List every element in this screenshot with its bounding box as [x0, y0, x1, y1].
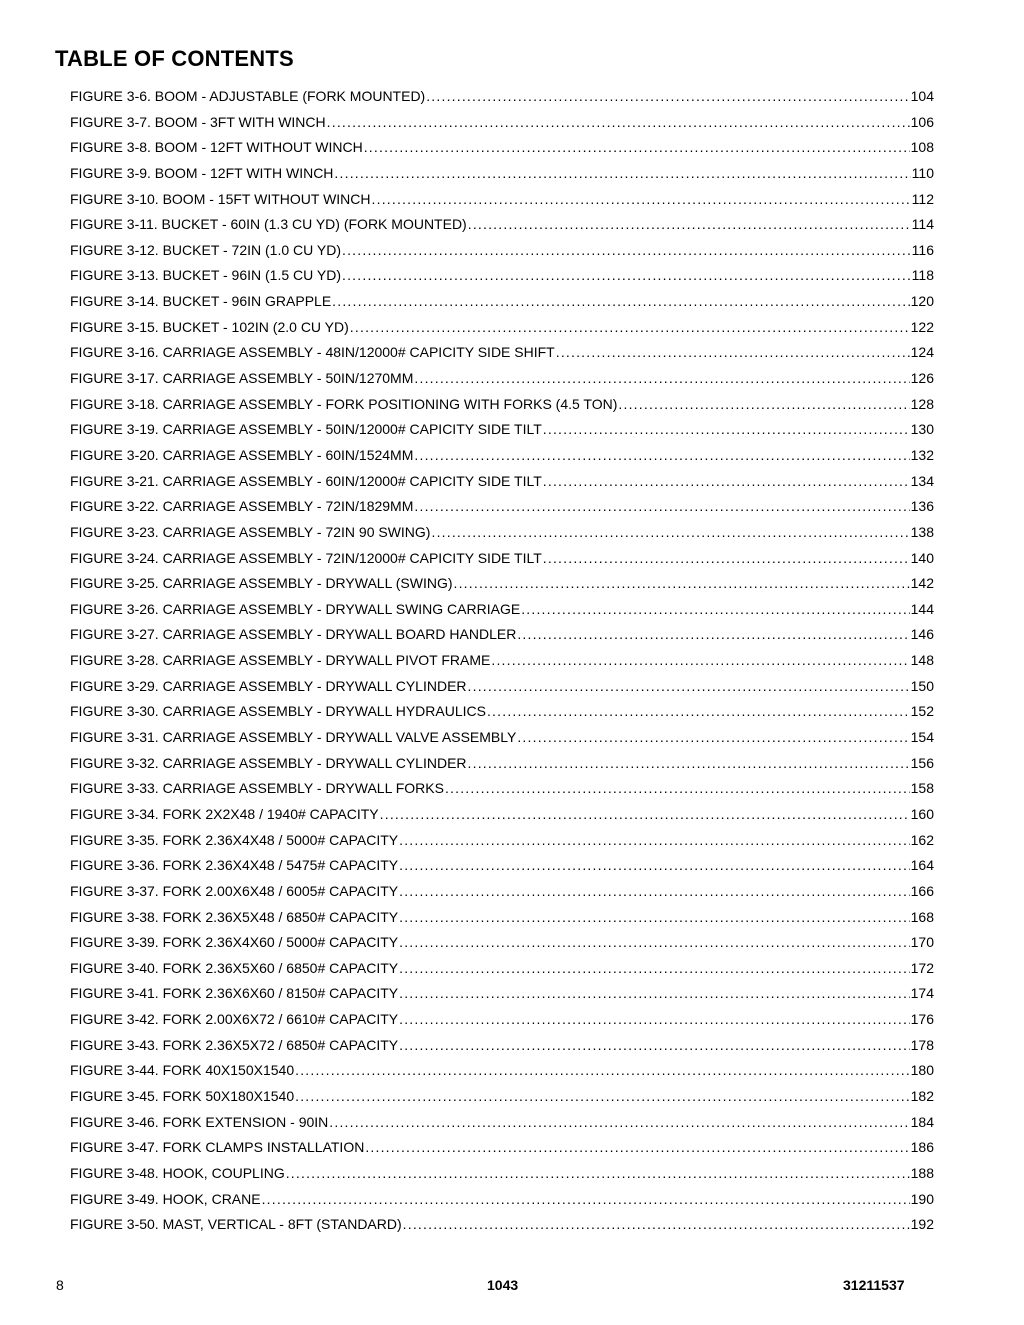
toc-dot-leader [543, 421, 910, 437]
page-title: TABLE OF CONTENTS [55, 46, 294, 71]
toc-entry-label: FIGURE 3-24. CARRIAGE ASSEMBLY - 72IN/12000# CAPICITY SIDE TILT [70, 549, 542, 566]
toc-entry-label: FIGURE 3-6. BOOM - ADJUSTABLE (FORK MOUNTED) [70, 88, 426, 104]
toc-entry-page: 154 [910, 729, 934, 746]
toc-entry-page: 120 [910, 293, 934, 310]
toc-entry-page: 186 [910, 1139, 934, 1156]
toc-entry-page: 110 [911, 164, 934, 181]
toc-entry-page: 184 [910, 1113, 934, 1130]
toc-entry-page: 176 [910, 1011, 934, 1028]
toc-entry[interactable] [70, 729, 934, 755]
toc-dot-leader [399, 883, 910, 899]
toc-entry[interactable] [70, 1165, 934, 1191]
toc-entry[interactable] [70, 114, 934, 140]
toc-dot-leader [399, 909, 910, 925]
toc-entry[interactable] [70, 780, 934, 806]
toc-entry-label: FIGURE 3-50. MAST, VERTICAL - 8FT (STANDARD) [70, 1216, 402, 1233]
toc-entry-label: FIGURE 3-47. FORK CLAMPS INSTALLATION [70, 1139, 365, 1156]
toc-entry-page: 118 [911, 267, 934, 284]
toc-entry-page: 166 [910, 882, 934, 899]
toc-entry[interactable] [70, 473, 934, 499]
toc-dot-leader [286, 1165, 910, 1181]
toc-entry-page: 188 [910, 1164, 934, 1181]
footer-page-number: 8 [56, 1277, 64, 1293]
toc-entry-label: FIGURE 3-45. FORK 50X180X1540 [70, 1087, 295, 1104]
toc-entry[interactable] [70, 1114, 934, 1140]
toc-entry-label: FIGURE 3-35. FORK 2.36X4X48 / 5000# CAPACITY [70, 831, 399, 848]
toc-entry[interactable] [70, 883, 934, 909]
toc-entry[interactable] [70, 1037, 934, 1063]
toc-dot-leader [543, 550, 910, 566]
toc-dot-leader [556, 344, 910, 360]
toc-entry[interactable] [70, 601, 934, 627]
toc-dot-leader [414, 447, 909, 463]
toc-dot-leader [414, 498, 909, 514]
toc-dot-leader [365, 1139, 909, 1155]
toc-entry-page: 124 [910, 344, 934, 361]
toc-entry[interactable] [70, 139, 934, 165]
toc-dot-leader [332, 293, 909, 309]
footer-part-number: 31211537 [843, 1277, 905, 1293]
toc-entry[interactable] [70, 626, 934, 652]
toc-entry[interactable] [70, 678, 934, 704]
toc-entry-page: 182 [910, 1087, 934, 1104]
toc-dot-leader [342, 267, 911, 283]
toc-dot-leader [468, 755, 910, 771]
toc-entry[interactable] [70, 909, 934, 935]
toc-dot-leader [334, 165, 910, 181]
toc-entry[interactable] [70, 191, 934, 217]
toc-entry-page: 172 [910, 959, 934, 976]
toc-entry-label: FIGURE 3-7. BOOM - 3FT WITH WINCH [70, 113, 326, 130]
toc-entry-label: FIGURE 3-38. FORK 2.36X5X48 / 6850# CAPACITY [70, 908, 399, 925]
toc-entry[interactable] [70, 293, 934, 319]
toc-entry[interactable] [70, 242, 934, 268]
toc-dot-leader [399, 985, 910, 1001]
toc-entry-label: FIGURE 3-11. BUCKET - 60IN (1.3 CU YD) (FORK MOUNTED) [70, 216, 467, 233]
toc-entry-label: FIGURE 3-25. CARRIAGE ASSEMBLY - DRYWALL (SWING) [70, 575, 453, 592]
toc-entry-page: 138 [910, 523, 934, 540]
toc-dot-leader [403, 1216, 910, 1232]
toc-entry[interactable] [70, 550, 934, 576]
toc-dot-leader [521, 601, 909, 617]
toc-entry-label: FIGURE 3-36. FORK 2.36X4X48 / 5475# CAPACITY [70, 857, 399, 874]
toc-dot-leader [543, 473, 910, 489]
toc-dot-leader [491, 652, 909, 668]
toc-dot-leader [454, 575, 910, 591]
toc-dot-leader [295, 1062, 910, 1078]
toc-entry-page: 150 [910, 677, 934, 694]
toc-dot-leader [342, 242, 911, 258]
toc-entry-page: 162 [910, 831, 934, 848]
toc-entry[interactable] [70, 421, 934, 447]
toc-entry[interactable] [70, 165, 934, 191]
toc-entry-page: 106 [910, 113, 934, 130]
toc-dot-leader [399, 832, 910, 848]
toc-entry-label: FIGURE 3-28. CARRIAGE ASSEMBLY - DRYWALL PIVOT FRAME [70, 652, 491, 669]
toc-entry-label: FIGURE 3-20. CARRIAGE ASSEMBLY - 60IN/1524MM [70, 446, 414, 463]
toc-entry-label: FIGURE 3-26. CARRIAGE ASSEMBLY - DRYWALL SWING CARRIAGE [70, 600, 521, 617]
toc-entry[interactable] [70, 1011, 934, 1037]
toc-entry[interactable] [70, 1139, 934, 1165]
toc-entry-page: 144 [910, 600, 934, 617]
toc-entry[interactable] [70, 267, 934, 293]
toc-entry[interactable] [70, 524, 934, 550]
toc-entry-label: FIGURE 3-31. CARRIAGE ASSEMBLY - DRYWALL VALVE ASSEMBLY [70, 729, 517, 746]
toc-entry-page: 170 [910, 934, 934, 951]
toc-entry-page: 156 [910, 754, 934, 771]
toc-entry[interactable] [70, 806, 934, 832]
toc-entry-page: 130 [910, 421, 934, 438]
toc-dot-leader [372, 191, 911, 207]
toc-entry-page: 122 [910, 318, 934, 335]
toc-entry[interactable] [70, 1062, 934, 1088]
toc-entry-label: FIGURE 3-16. CARRIAGE ASSEMBLY - 48IN/12000# CAPICITY SIDE SHIFT [70, 344, 555, 361]
toc-entry-page: 152 [910, 703, 934, 720]
toc-entry[interactable] [70, 652, 934, 678]
toc-entry-page: 146 [910, 626, 934, 643]
toc-dot-leader [445, 780, 910, 796]
toc-entry-label: FIGURE 3-49. HOOK, CRANE [70, 1190, 261, 1207]
toc-entry[interactable] [70, 344, 934, 370]
toc-dot-leader [399, 934, 910, 950]
toc-entry-label: FIGURE 3-46. FORK EXTENSION - 90IN [70, 1113, 329, 1130]
toc-dot-leader [517, 729, 909, 745]
table-of-contents [70, 88, 934, 1242]
toc-entry[interactable] [70, 216, 934, 242]
toc-entry[interactable] [70, 498, 934, 524]
toc-entry-page: 168 [910, 908, 934, 925]
toc-entry-label: FIGURE 3-29. CARRIAGE ASSEMBLY - DRYWALL CYLINDER [70, 677, 467, 694]
toc-entry-label: FIGURE 3-17. CARRIAGE ASSEMBLY - 50IN/1270MM [70, 370, 414, 387]
toc-dot-leader [262, 1191, 910, 1207]
toc-entry-page: 126 [910, 370, 934, 387]
toc-dot-leader [431, 524, 909, 540]
toc-entry-label: FIGURE 3-22. CARRIAGE ASSEMBLY - 72IN/1829MM [70, 498, 414, 515]
toc-entry-page: 128 [910, 395, 934, 412]
toc-entry-label: FIGURE 3-44. FORK 40X150X1540 [70, 1062, 295, 1079]
toc-dot-leader [295, 1088, 910, 1104]
toc-entry-page: 104 [910, 88, 934, 104]
toc-entry-page: 114 [911, 216, 934, 233]
toc-entry-page: 136 [910, 498, 934, 515]
toc-dot-leader [414, 370, 909, 386]
toc-entry[interactable] [70, 447, 934, 473]
toc-entry-label: FIGURE 3-12. BUCKET - 72IN (1.0 CU YD) [70, 241, 341, 258]
toc-entry[interactable] [70, 319, 934, 345]
toc-entry-label: FIGURE 3-39. FORK 2.36X4X60 / 5000# CAPACITY [70, 934, 399, 951]
toc-entry-label: FIGURE 3-40. FORK 2.36X5X60 / 6850# CAPACITY [70, 959, 399, 976]
toc-dot-leader [329, 1114, 909, 1130]
toc-entry-label: FIGURE 3-41. FORK 2.36X6X60 / 8150# CAPACITY [70, 985, 399, 1002]
toc-entry-page: 116 [911, 241, 934, 258]
toc-entry-label: FIGURE 3-34. FORK 2X2X48 / 1940# CAPACITY [70, 805, 379, 822]
toc-entry-label: FIGURE 3-8. BOOM - 12FT WITHOUT WINCH [70, 139, 363, 156]
toc-entry-label: FIGURE 3-18. CARRIAGE ASSEMBLY - FORK POSITIONING WITH FORKS (4.5 TON) [70, 395, 618, 412]
toc-entry[interactable] [70, 985, 934, 1011]
toc-entry-label: FIGURE 3-10. BOOM - 15FT WITHOUT WINCH [70, 190, 371, 207]
toc-entry-page: 132 [910, 446, 934, 463]
toc-entry-label: FIGURE 3-43. FORK 2.36X5X72 / 6850# CAPACITY [70, 1036, 399, 1053]
toc-dot-leader [468, 216, 911, 232]
toc-entry-page: 148 [910, 652, 934, 669]
toc-entry[interactable] [70, 703, 934, 729]
toc-entry-label: FIGURE 3-37. FORK 2.00X6X48 / 6005# CAPACITY [70, 882, 399, 899]
toc-dot-leader [399, 857, 910, 873]
toc-entry-label: FIGURE 3-30. CARRIAGE ASSEMBLY - DRYWALL HYDRAULICS [70, 703, 486, 720]
toc-dot-leader [426, 88, 909, 104]
toc-entry-label: FIGURE 3-27. CARRIAGE ASSEMBLY - DRYWALL BOARD HANDLER [70, 626, 517, 643]
toc-entry-label: FIGURE 3-48. HOOK, COUPLING [70, 1164, 285, 1181]
toc-entry[interactable] [70, 1216, 934, 1242]
toc-entry-label: FIGURE 3-23. CARRIAGE ASSEMBLY - 72IN 90 SWING) [70, 523, 431, 540]
toc-entry[interactable] [70, 960, 934, 986]
toc-entry-label: FIGURE 3-19. CARRIAGE ASSEMBLY - 50IN/12000# CAPICITY SIDE TILT [70, 421, 542, 438]
toc-entry-page: 164 [910, 857, 934, 874]
toc-entry-page: 178 [910, 1036, 934, 1053]
toc-entry-page: 142 [910, 575, 934, 592]
toc-dot-leader [364, 139, 910, 155]
toc-entry-label: FIGURE 3-32. CARRIAGE ASSEMBLY - DRYWALL CYLINDER [70, 754, 467, 771]
toc-entry-label: FIGURE 3-14. BUCKET - 96IN GRAPPLE [70, 293, 332, 310]
toc-dot-leader [468, 678, 910, 694]
toc-dot-leader [380, 806, 910, 822]
toc-entry[interactable] [70, 396, 934, 422]
toc-entry-label: FIGURE 3-21. CARRIAGE ASSEMBLY - 60IN/12000# CAPICITY SIDE TILT [70, 472, 542, 489]
toc-entry-page: 112 [911, 190, 934, 207]
toc-entry-label: FIGURE 3-42. FORK 2.00X6X72 / 6610# CAPACITY [70, 1011, 399, 1028]
toc-dot-leader [399, 1037, 910, 1053]
toc-entry-page: 180 [910, 1062, 934, 1079]
toc-entry[interactable] [70, 934, 934, 960]
toc-entry[interactable] [70, 832, 934, 858]
footer-model: 1043 [487, 1277, 519, 1293]
toc-entry[interactable] [70, 1191, 934, 1217]
toc-entry-page: 158 [910, 780, 934, 797]
toc-entry-page: 190 [910, 1190, 934, 1207]
toc-entry[interactable] [70, 1088, 934, 1114]
toc-entry-page: 134 [910, 472, 934, 489]
toc-entry[interactable] [70, 88, 934, 114]
toc-entry-page: 140 [910, 549, 934, 566]
toc-dot-leader [327, 114, 910, 130]
toc-entry-page: 174 [910, 985, 934, 1002]
toc-entry-label: FIGURE 3-9. BOOM - 12FT WITH WINCH [70, 164, 334, 181]
toc-dot-leader [399, 1011, 910, 1027]
toc-entry[interactable] [70, 370, 934, 396]
toc-entry-label: FIGURE 3-15. BUCKET - 102IN (2.0 CU YD) [70, 318, 349, 335]
toc-entry[interactable] [70, 575, 934, 601]
toc-dot-leader [517, 626, 909, 642]
toc-entry[interactable] [70, 755, 934, 781]
toc-entry-label: FIGURE 3-13. BUCKET - 96IN (1.5 CU YD) [70, 267, 341, 284]
toc-entry[interactable] [70, 857, 934, 883]
toc-dot-leader [350, 319, 910, 335]
toc-entry-page: 160 [910, 805, 934, 822]
toc-dot-leader [487, 703, 910, 719]
toc-entry-page: 192 [910, 1216, 934, 1233]
toc-dot-leader [618, 396, 909, 412]
toc-entry-label: FIGURE 3-33. CARRIAGE ASSEMBLY - DRYWALL FORKS [70, 780, 444, 797]
toc-entry-page: 108 [910, 139, 934, 156]
toc-dot-leader [399, 960, 910, 976]
